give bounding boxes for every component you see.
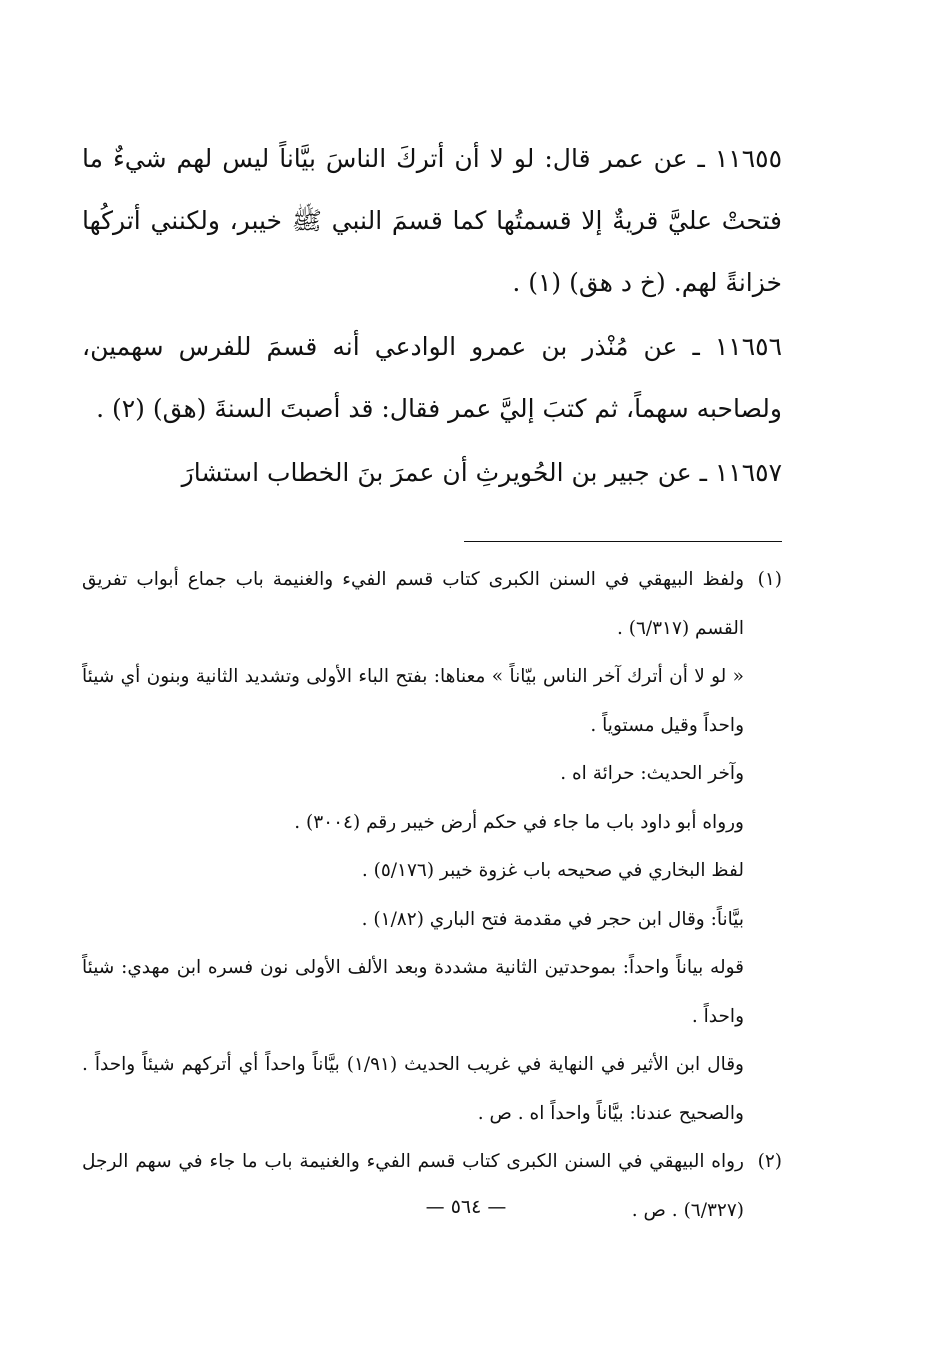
footnote-marker: (١): [757, 569, 782, 590]
footnote-line: وآخر الحديث: حرائة اه .: [560, 763, 744, 784]
page-number: — ٥٦٤ —: [425, 1196, 507, 1218]
footnote-text: رواه البيهقي في السنن الكبرى كتاب قسم الفيء والغنيمة باب ما جاء في سهم الرجل (٦/٣٢٧) . ص .: [82, 1151, 744, 1221]
footnote-line: بيَّاناً: وقال ابن حجر في مقدمة فتح الباري (١/٨٢) .: [361, 908, 744, 930]
footnotes: [82, 556, 782, 1235]
footnote-2: [82, 1138, 782, 1235]
footnote-line: قوله بياناً واحداً: بموحدتين الثانية مشددة وبعد الألف الأولى نون فسره ابن مهدي: شيئاً واحداً .: [82, 957, 744, 1027]
footnote-separator: [464, 541, 782, 542]
footnote-line: لفظ البخاري في صحيحه باب غزوة خيبر (٥/١٧٦) .: [361, 860, 744, 881]
footnote-line: « لو لا أن أترك آخر الناس بيّاناً » معناها: بفتح الباء الأولى وتشديد الثانية وبنون أي شيئاً واحداً وقيل مستوياً .: [82, 666, 744, 736]
footnote-1: [82, 556, 782, 653]
footnote-line: وقال ابن الأثير في النهاية في غريب الحديث (١/٩١) بيَّاناً واحداً أي أتركهم شيئاً واحداً . والصحيح عندنا: بيَّاناً واحداً اه . ص .: [82, 1054, 744, 1124]
footnote-text: ولفظ البيهقي في السنن الكبرى كتاب قسم الفيء والغنيمة باب جماع أبواب تفريق القسم (٦/٣١٧) .: [82, 569, 744, 639]
hadith-11656: ١١٦٥٦ ـ عن مُنْذر بن عمرو الوادعي أنه قسمَ للفرس سهمين، ولصاحبه سهماً، ثم كتبَ إليَّ عمر فقال: قد أصبتَ السنةَ (هق) (٢) .: [82, 332, 782, 423]
footnote-line: ورواه أبو داود باب ما جاء في حكم أرض خيبر رقم (٣٠٠٤) .: [294, 811, 744, 833]
footnote-marker: (٢): [757, 1151, 782, 1172]
hadith-11655: ١١٦٥٥ ـ عن عمر قال: لو لا أن أتركَ الناسَ بيَّاناً ليس لهم شيءٌ ما فتحتْ عليَّ قريةٌ إلا قسمتُها كما قسمَ النبي ﷺ خيبر، ولكنني أتركُها خزانةً لهم. (خ د هق) (١) .: [82, 144, 782, 297]
hadith-11657: ١١٦٥٧ ـ عن جبير بن الحُويرثِ أن عمرَ بنَ الخطاب استشارَ: [181, 458, 782, 487]
main-text: [82, 128, 782, 506]
